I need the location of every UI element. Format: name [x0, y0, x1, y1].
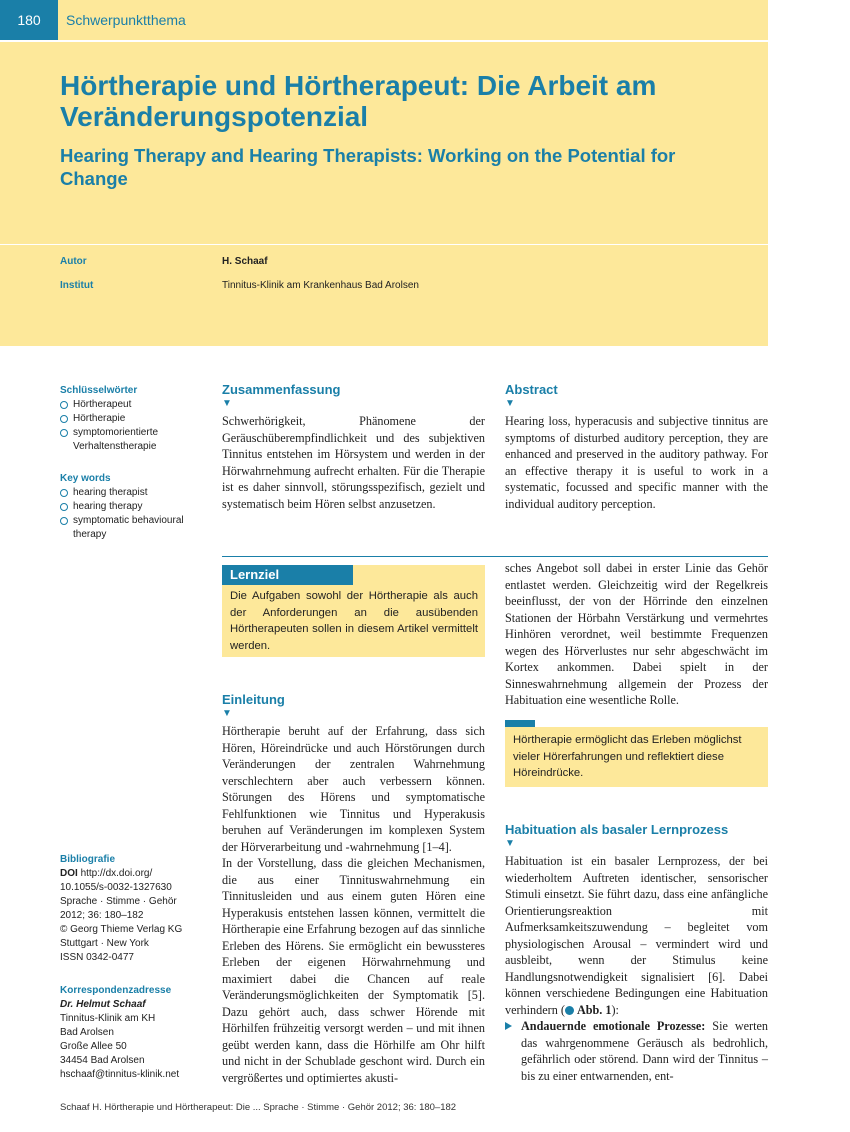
corr-line: Große Allee 50 — [60, 1041, 127, 1052]
quote-accent-bar — [505, 720, 535, 727]
corr-title: Korrespondenzadresse — [60, 985, 172, 996]
doi-label: DOI — [60, 868, 78, 879]
abstract-block — [505, 382, 768, 512]
zusammenfassung-title: Zusammenfassung — [222, 382, 341, 397]
keywords-en-block — [60, 472, 200, 542]
keywords-de-block — [60, 384, 200, 454]
title-english: Hearing Therapy and Hearing Therapists: Working on the Potential for Change — [60, 145, 676, 189]
continuation-text: sches Angebot soll dabei in erster Linie das Gehör entlastet werden. Gleichzeitig wird der Regelkreis beeinflusst, der von der Hörrinde den einzelnen Stationen der Hörbahn Verstärkung und vermehrtes Hinhören verordnet, weil bestimmte Frequenzen wegen des Hörverlustes nur sehr abgeschwächt im Kortex ankommen. Dabei spielt in der Sinneswahrnehmung allgemein der Prozess der Habituation eine wesentliche Rolle. — [505, 561, 768, 707]
keyword-item: symptomorientierte Verhaltenstherapie — [60, 426, 200, 454]
page-footer: Schaaf H. Hörtherapie und Hörtherapeut: Die ... Sprache · Stimme · Gehör 2012; 36: 180–182 — [60, 1102, 457, 1113]
institute-name: Tinnitus-Klinik am Krankenhaus Bad Arolsen — [222, 280, 419, 291]
bullet-icon — [60, 429, 68, 437]
corr-line: Tinnitus-Klinik am KH — [60, 1013, 156, 1024]
biblio-line: 2012; 36: 180–182 — [60, 910, 144, 921]
corr-name: Dr. Helmut Schaaf — [60, 999, 146, 1010]
biblio-line: Sprache · Stimme · Gehör — [60, 896, 177, 907]
institute-label: Institut — [60, 280, 94, 291]
doi-link[interactable]: http://dx.doi.org/ — [80, 868, 153, 879]
keyword-item: Hörtherapie — [60, 412, 200, 426]
keyword-item: hearing therapist — [60, 486, 200, 500]
bullet-icon — [60, 517, 68, 525]
bibliography-block — [60, 853, 200, 965]
corr-line: Bad Arolsen — [60, 1027, 114, 1038]
lernziel-title: Lernziel — [222, 565, 353, 585]
lernziel-text: Die Aufgaben sowohl der Hörtherapie als auch der Anforderungen an die ausübenden Hörtherapeuten sollen in diesem Artikel vermittelt werden. — [230, 590, 478, 652]
abstract-text: Hearing loss, hyperacusis and subjective tinnitus are symptoms of disturbed auditory perception, they are enhanced and preserved in the auditory pathway. For an effective therapy it is useful to work in a systematic, focussed and specific manner with the individual auditory perception. — [505, 414, 768, 511]
meta-band — [0, 245, 768, 346]
einleitung-p2: In der Vorstellung, dass die gleichen Mechanismen, die aus einer Tinnituswahrnehmung ein Tinnitusleiden und aus einem guten Hören eine Hyperakusis entstehen lassen können, vermittelt die Hörtherapie eine Erfahrung bezogen auf das sinnliche Erleben des Hörens. Sie ermöglicht ein bewussteres Erleben der eigenen Hörwahrnehmung und maximiert dabei die Chancen auf reale Veränderungsmöglichkeiten der Symptomatik [5]. Dazu gehört auch, dass schwer Hörende mit Hörhilfen frühzeitig versorgt werden – und mit ihnen geübt werden kann, dass die Hörhilfe am Ohr hilft und nicht in der Schublade geschont wird. Durch ein vergrößertes und optimiertes akusti- — [222, 856, 485, 1085]
biblio-line: © Georg Thieme Verlag KG — [60, 924, 183, 935]
author-name: H. Schaaf — [222, 256, 268, 267]
keywords-de-title: Schlüsselwörter — [60, 385, 138, 396]
bullet-icon — [60, 503, 68, 511]
bullet-icon — [60, 415, 68, 423]
einleitung-block — [222, 692, 485, 1086]
divider — [222, 556, 768, 557]
einleitung-title: Einleitung — [222, 692, 285, 707]
corr-line: 34454 Bad Arolsen — [60, 1055, 145, 1066]
biblio-line: 10.1055/s-0032-1327630 — [60, 882, 172, 893]
biblio-title: Bibliografie — [60, 854, 116, 865]
habituation-text: Habituation ist ein basaler Lernprozess, der bei wiederholtem Auftreten identischer, sensorischer Stimuli einsetzt. Sie führt dazu, dass eine anfängliche Orientierungsreaktion mit Aufmerksamkeitszuwendung – begleitet vom physiologischen Arousal – vermindert wird und ausbleibt, wenn der Stimulus keine Handlungsnotwendigkeit signalisiert [6]. Dabei können verschiedene Bedingungen eine Habituation verhindern ( Abb. 1): — [505, 854, 768, 1017]
figure-ref-link[interactable]: Abb. 1 — [576, 1002, 612, 1017]
arrow-right-icon — [505, 1022, 512, 1030]
bullet-icon — [60, 489, 68, 497]
bullet-icon — [60, 401, 68, 409]
keyword-item: Hörtherapeut — [60, 398, 200, 412]
triangle-down-icon: ▼ — [505, 398, 515, 409]
habituation-block — [505, 822, 768, 1084]
keywords-en-title: Key words — [60, 473, 111, 484]
zusammenfassung-block — [222, 382, 485, 512]
section-name: Schwerpunktthema — [66, 12, 186, 28]
figure-ref-icon — [565, 1006, 574, 1015]
bullet-bold: Andauernde emotionale Prozesse: — [521, 1019, 706, 1033]
triangle-down-icon: ▼ — [222, 708, 232, 719]
triangle-down-icon: ▼ — [222, 398, 232, 409]
triangle-down-icon: ▼ — [505, 838, 515, 849]
keyword-item: hearing therapy — [60, 500, 200, 514]
bullet-text: Sie werten das wahrgenommene Geräusch als bedrohlich, gefährlich oder störend. Dann wird der Tinnitus – bis zu einer entwarnenden, ent- — [521, 1019, 769, 1083]
biblio-line: Stuttgart · New York — [60, 938, 149, 949]
habituation-title: Habituation als basaler Lernprozess — [505, 822, 729, 837]
biblio-line: ISSN 0342-0477 — [60, 952, 134, 963]
list-item — [505, 1018, 768, 1084]
zusammenfassung-text: Schwerhörigkeit, Phänomene der Geräuschüberempfindlichkeit und des subjektiven Tinnitus entstehen im Hörsystem und werden in der Hörwahrnehmung aufrecht erhalten. Für die Therapie ist es daher sinnvoll, störungsspezifisch, gezielt und systematisch beim Hören selbst anzusetzen. — [222, 414, 485, 511]
page-number: 180 — [0, 0, 58, 40]
quote-text: Hörtherapie ermöglicht das Erleben möglichst vieler Hörerfahrungen und reflektiert diese Höreindrücke. — [513, 734, 742, 779]
abstract-title: Abstract — [505, 382, 558, 397]
correspondence-block — [60, 984, 200, 1082]
author-label: Autor — [60, 256, 87, 267]
corr-email[interactable]: hschaaf@tinnitus-klinik.net — [60, 1069, 180, 1080]
keyword-item: symptomatic behavioural therapy — [60, 514, 200, 542]
einleitung-p1: Hörtherapie beruht auf der Erfahrung, dass sich Hören, Höreindrücke und auch Hörstörungen durch Veränderungen der zentralen Wahrnehmung verschlechtern aber auch verbessern können. Störungen des Hörens und symptomatische Fehlfunktionen wie Tinnitus und Hyperakusis beruhen auf Veränderungen im komplexen System der Hörverarbeitung und -wahrnehmung [1–4]. — [222, 724, 485, 854]
title-german: Hörtherapie und Hörtherapeut: Die Arbeit am Veränderungspotenzial — [60, 70, 657, 132]
